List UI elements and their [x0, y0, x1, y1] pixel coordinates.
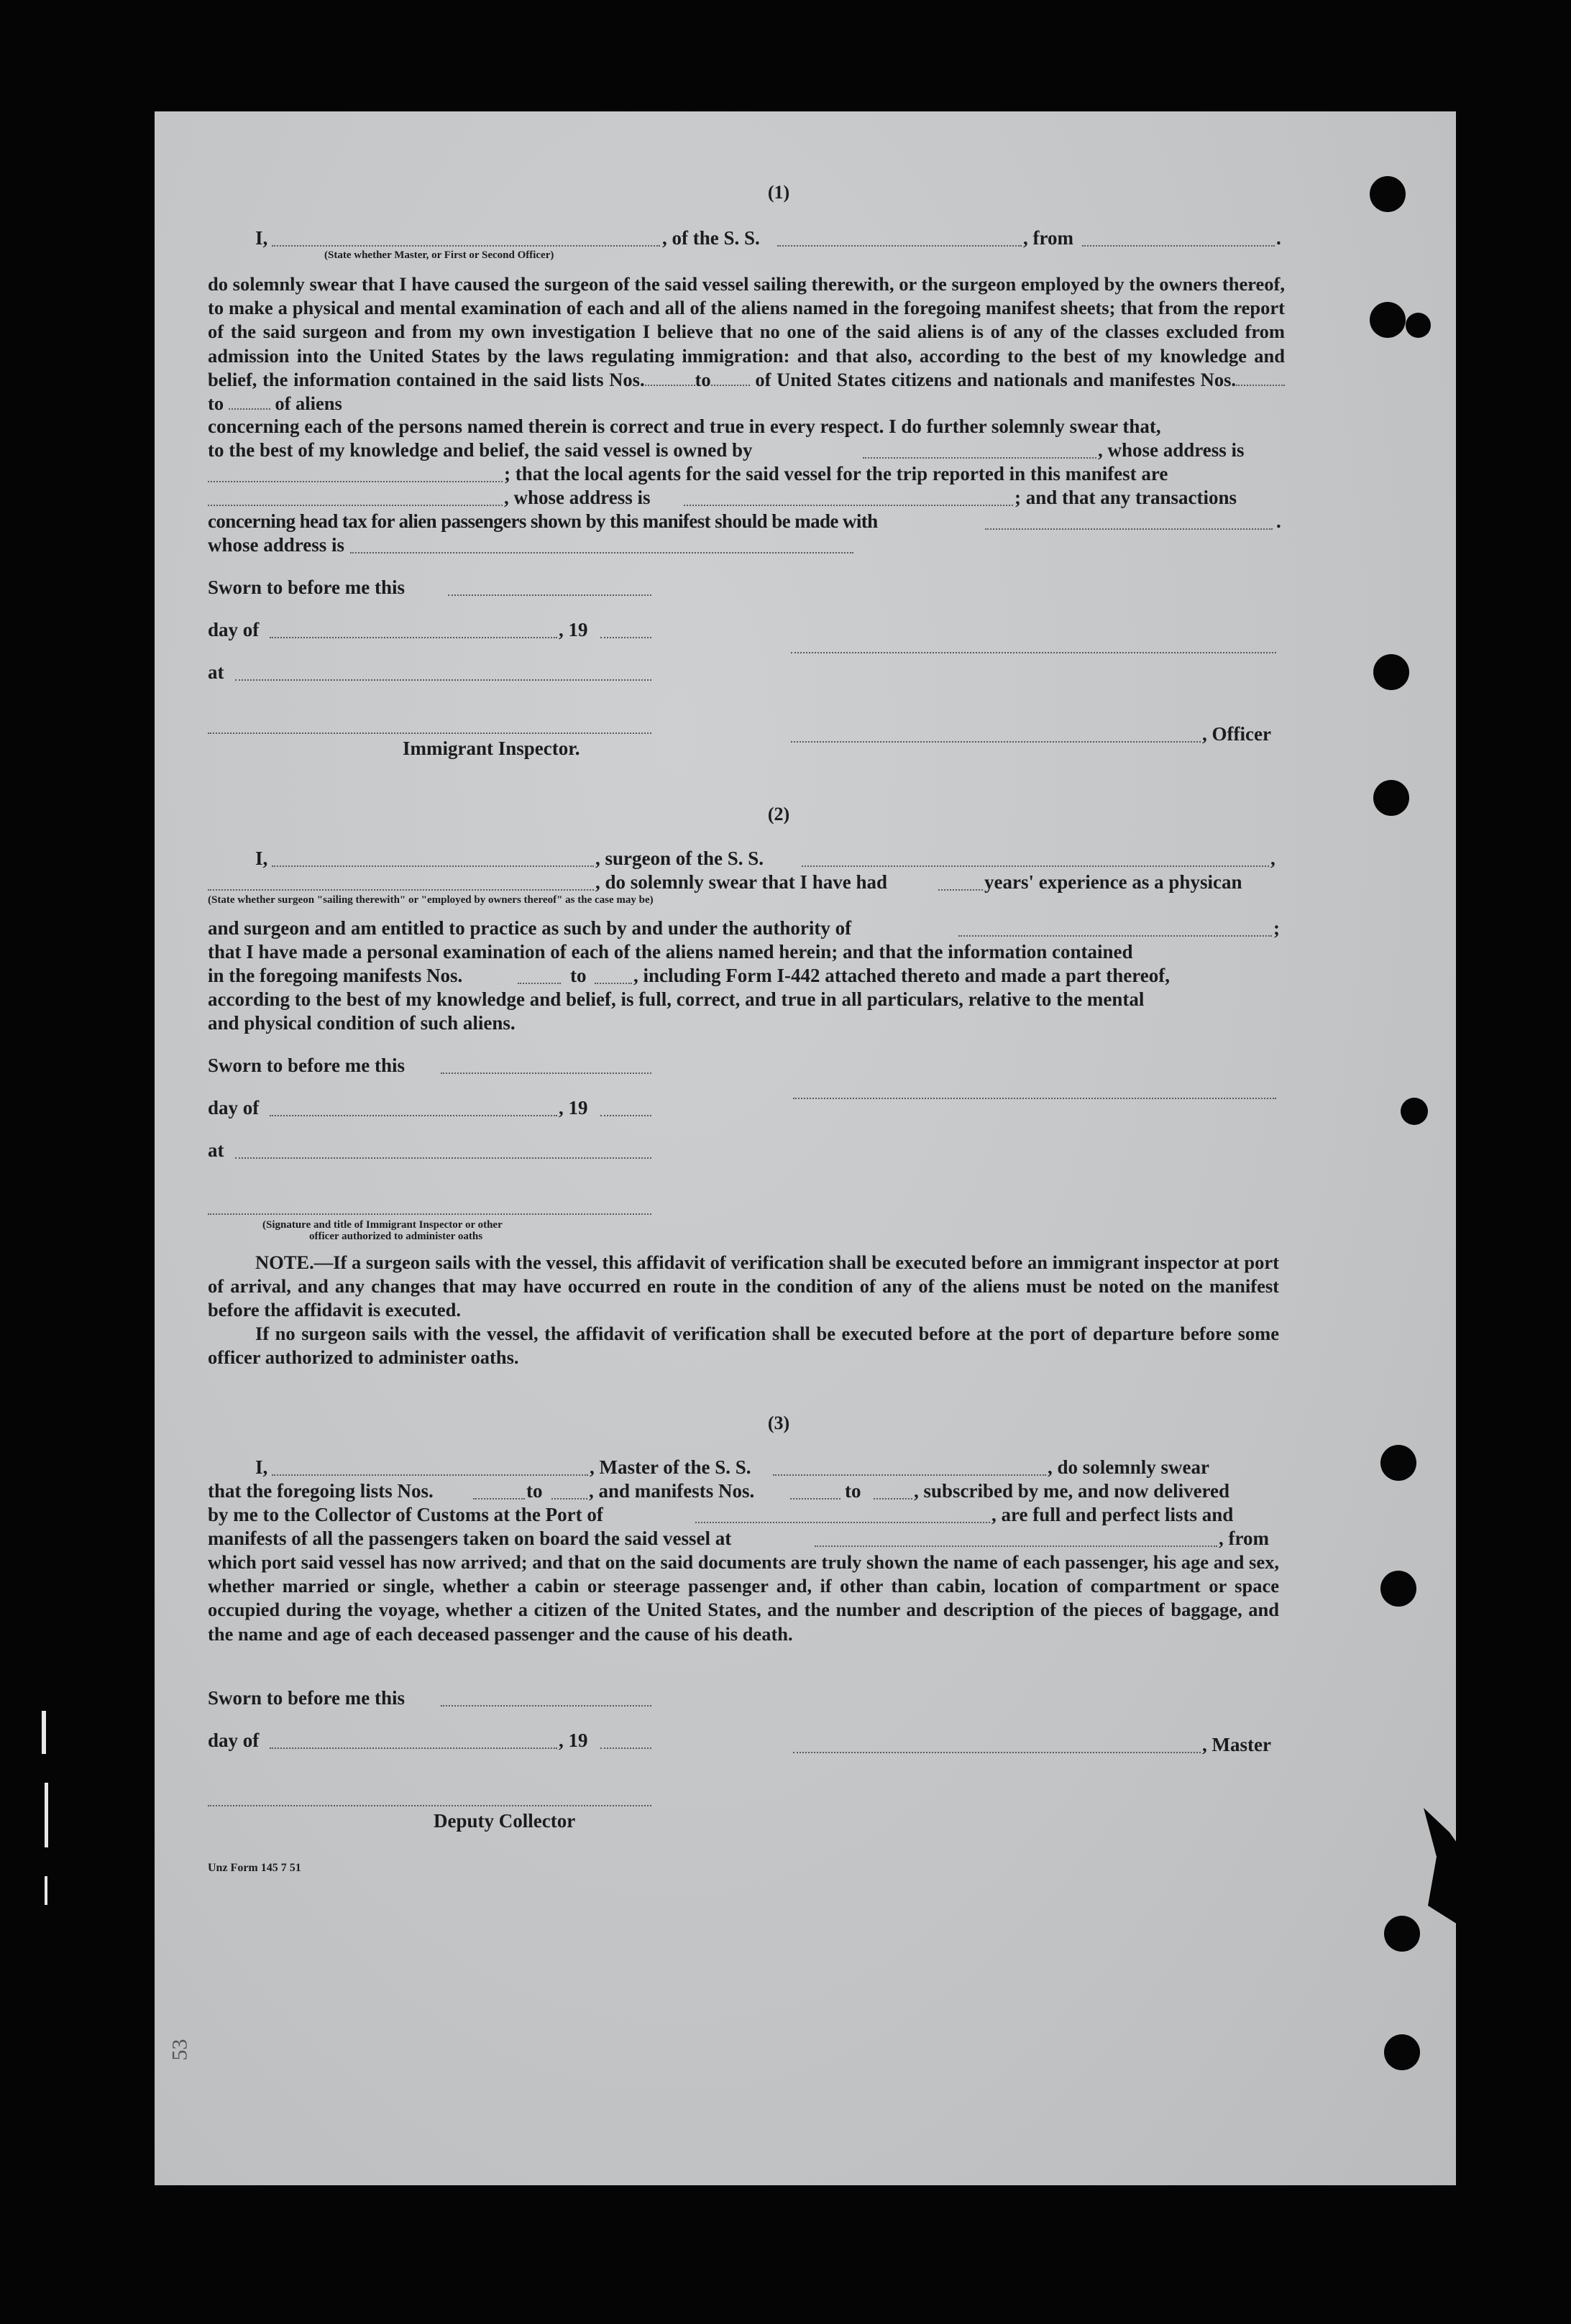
s1-local-agents-label: ; that the local agents for the said vessel for the trip reported in this manifest are — [504, 463, 1168, 484]
punch-hole-9 — [1384, 2034, 1420, 2070]
s1-whose-address-label: whose address is — [208, 534, 345, 556]
s2-do-solemnly-label: , do solemnly swear that I have had — [595, 871, 888, 893]
s1-lists-from-field[interactable] — [645, 385, 695, 386]
s3-master-label: , Master — [1202, 1734, 1271, 1755]
form-id: Unz Form 145 7 51 — [208, 1862, 301, 1874]
s2-semicolon: ; — [1273, 917, 1280, 939]
section-3-number: (3) — [767, 1413, 790, 1433]
s3-collector-label: by me to the Collector of Customs at the Port of — [208, 1504, 603, 1525]
s1-head-tax-field[interactable] — [985, 528, 1273, 530]
punch-hole-3 — [1373, 654, 1409, 690]
s1-inspector-signature-line[interactable] — [208, 732, 651, 734]
s3-i-label: I, — [255, 1456, 268, 1478]
s1-owner-field[interactable] — [863, 457, 1096, 459]
section-2-number: (2) — [767, 804, 790, 825]
punch-hole-1 — [1370, 176, 1406, 212]
left-edge-mark-2 — [45, 1783, 48, 1847]
document-page — [155, 111, 1456, 2185]
s3-port-field[interactable] — [695, 1522, 990, 1523]
s2-manifests-label: in the foregoing manifests Nos. — [208, 965, 463, 986]
s1-to-1: to — [695, 368, 711, 390]
s3-lists-label: that the foregoing lists Nos. — [208, 1480, 434, 1502]
s2-at-label: at — [208, 1139, 224, 1161]
s1-body-paragraph — [208, 272, 1285, 415]
s3-full-lists-label: , are full and perfect lists and — [991, 1504, 1234, 1525]
s2-surgeon-name-field[interactable] — [272, 865, 594, 867]
s1-manifests-from-field[interactable] — [1236, 385, 1285, 386]
s3-sworn-label: Sworn to before me this — [208, 1687, 405, 1709]
punch-hole-2 — [1370, 302, 1406, 338]
s1-owned-by-label: to the best of my knowledge and belief, the said vessel is owned by — [208, 439, 753, 461]
left-edge-mark-1 — [42, 1711, 46, 1754]
s2-to-label: to — [570, 965, 587, 986]
punch-hole-6 — [1380, 1445, 1416, 1481]
s1-of-aliens-text: of aliens — [275, 392, 342, 415]
s3-master-name-field[interactable] — [272, 1474, 588, 1476]
section-1-number: (1) — [767, 182, 790, 203]
s1-at-field[interactable] — [235, 679, 651, 681]
s2-surgeon-signature-line[interactable] — [793, 1098, 1276, 1099]
s1-of-the-ss-label: , of the S. S. — [662, 227, 760, 249]
s2-authority-field[interactable] — [958, 935, 1272, 937]
s3-do-swear-label: , do solemnly swear — [1048, 1456, 1209, 1478]
s1-us-citizens-text: of United States citizens and nationals and manifestes Nos. — [755, 368, 1237, 390]
punch-hole-5 — [1401, 1098, 1428, 1125]
s3-origin-port-field[interactable] — [815, 1545, 1217, 1547]
s1-year-label: , 19 — [559, 619, 588, 640]
margin-number: 53 — [168, 2039, 192, 2061]
s3-day-field[interactable] — [270, 1747, 557, 1749]
s2-note-1: NOTE.—If a surgeon sails with the vessel, this affidavit of verification shall be executed before an immigrant inspector at port of arrival, and any changes that may have occurred en route in the condition of any of the aliens must be noted on the manifest before the affidavit is executed. — [208, 1251, 1279, 1321]
s2-day-of-label: day of — [208, 1097, 260, 1119]
s2-line7: and physical condition of such aliens. — [208, 1012, 516, 1034]
s2-sig-note-2: officer authorized to administer oaths — [309, 1231, 483, 1242]
s1-head-tax-address-field[interactable] — [350, 552, 853, 554]
s2-years-field[interactable] — [938, 889, 983, 891]
s3-from-label: , from — [1219, 1528, 1269, 1549]
s2-at-field[interactable] — [235, 1157, 651, 1159]
s3-year-field[interactable] — [600, 1747, 651, 1749]
s1-vessel-field[interactable] — [777, 245, 1022, 247]
s1-officer-note: (State whether Master, or First or Second Officer) — [324, 249, 554, 261]
s2-note-2: If no surgeon sails with the vessel, the affidavit of verification shall be executed before at the port of departure before some officer authorized to administer oaths. — [208, 1323, 1279, 1369]
s1-period: . — [1276, 227, 1281, 249]
s1-from-label: , from — [1023, 227, 1073, 249]
s3-sworn-field[interactable] — [441, 1705, 651, 1707]
s1-year-field[interactable] — [600, 637, 651, 638]
s1-inspector-label: Immigrant Inspector. — [403, 738, 580, 759]
s1-at-label: at — [208, 661, 224, 683]
s1-sworn-field[interactable] — [448, 594, 651, 596]
s1-agents-address-field[interactable] — [684, 505, 1013, 506]
s2-manifest-from-field[interactable] — [518, 983, 561, 984]
s3-to-2: to — [845, 1480, 861, 1502]
s1-sworn-label: Sworn to before me this — [208, 577, 405, 598]
s3-manifests-to-field[interactable] — [874, 1498, 912, 1499]
s3-manifests-from-field[interactable] — [790, 1498, 841, 1499]
s2-officer-signature-line[interactable] — [208, 1213, 651, 1215]
s1-officer-name-line[interactable] — [791, 741, 1201, 743]
s2-line4: that I have made a personal examination of each of the aliens named herein; and that the information contained — [208, 941, 1133, 963]
s1-owner-address-field[interactable] — [208, 481, 503, 482]
s2-i-label: I, — [255, 848, 268, 869]
s2-day-field[interactable] — [270, 1115, 557, 1116]
s2-line6: according to the best of my knowledge and belief, is full, correct, and true in all particulars, relative to the mental — [208, 988, 1145, 1010]
s3-manifests-label: , and manifests Nos. — [589, 1480, 755, 1502]
s3-subscribed-label: , subscribed by me, and now delivered — [914, 1480, 1230, 1502]
s1-from-field[interactable] — [1082, 245, 1275, 247]
s2-surgeon-of-label: , surgeon of the S. S. — [595, 848, 764, 869]
s1-agents-address-label: , whose address is — [504, 487, 651, 508]
left-edge-mark-3 — [45, 1876, 47, 1905]
s1-to-2: to — [208, 392, 224, 415]
s3-deputy-label: Deputy Collector — [434, 1810, 576, 1832]
s1-day-field[interactable] — [270, 637, 557, 638]
s2-comma: , — [1270, 848, 1275, 869]
s2-surgeon-type-field[interactable] — [208, 889, 594, 891]
s1-officer-label: , Officer — [1202, 723, 1271, 745]
s3-year-label: , 19 — [559, 1730, 588, 1751]
s3-lists-from-field[interactable] — [473, 1498, 525, 1499]
s1-body-text: do solemnly swear that I have caused the surgeon of the said vessel sailing therewith, or the surgeon employed by the owners thereof, to make a physical and mental examination of each and all of the aliens named in the foregoing manifest sheets; that from the report of the said surgeon and from my own investigation I believe that no one of the said aliens is of any of the classes excluded from admission into the United States by the laws regulating immigration: and that also, according to the best of my knowledge and belief, the information contained in the said lists Nos. — [208, 273, 1285, 390]
s3-master-signature-line[interactable] — [793, 1752, 1201, 1753]
s3-body-paragraph: which port said vessel has now arrived; and that on the said documents are truly shown the name of each passenger, his age and sex, whether married or single, whether a cabin or steerage passenger and, if other than cabin, location of compartment or space occupied during the voyage, whether a citizen of the United States, and the number and description of the pieces of baggage, and the name and age of each deceased passenger and the cause of his death. — [208, 1551, 1279, 1645]
s1-officer-field[interactable] — [272, 245, 660, 247]
s2-years-experience-label: years' experience as a physican — [984, 871, 1242, 893]
punch-hole-4 — [1373, 780, 1409, 816]
punch-hole-7 — [1380, 1571, 1416, 1607]
punch-hole-8 — [1384, 1916, 1420, 1952]
s1-head-tax-label: concerning head tax for alien passengers shown by this manifest should be made with — [208, 510, 878, 532]
s1-manifests-to-field[interactable] — [229, 408, 270, 410]
s1-lists-to-field[interactable] — [711, 385, 750, 386]
s3-master-of-label: , Master of the S. S. — [590, 1456, 751, 1478]
s2-year-label: , 19 — [559, 1097, 588, 1119]
s2-year-field[interactable] — [600, 1115, 651, 1116]
s3-to-1: to — [526, 1480, 543, 1502]
s1-transactions-label: ; and that any transactions — [1014, 487, 1237, 508]
s3-vessel-field[interactable] — [773, 1474, 1046, 1476]
s2-sig-note-1: (Signature and title of Immigrant Inspector or other — [262, 1219, 503, 1231]
s1-line9: concerning each of the persons named therein is correct and true in every respect. I do further solemnly swear that, — [208, 415, 1161, 437]
s3-deputy-signature-line[interactable] — [208, 1805, 651, 1806]
s1-i-label: I, — [255, 227, 268, 249]
s1-agents-field[interactable] — [208, 505, 503, 506]
s3-taken-aboard-label: manifests of all the passengers taken on board the said vessel at — [208, 1528, 732, 1549]
punch-hole-2b — [1406, 313, 1431, 338]
s2-authority-label: and surgeon and am entitled to practice as such by and under the authority of — [208, 917, 852, 939]
s2-manifest-to-field[interactable] — [595, 983, 632, 984]
s1-day-of-label: day of — [208, 619, 260, 640]
s2-vessel-field[interactable] — [802, 865, 1269, 867]
s1-period-2: . — [1276, 510, 1281, 532]
s1-officer-signature-line[interactable] — [791, 652, 1276, 653]
s2-surgeon-note: (State whether surgeon "sailing therewith" or "employed by owners thereof" as the case may be) — [208, 894, 654, 906]
s2-form-i442-text: , including Form I-442 attached thereto and made a part thereof, — [633, 965, 1170, 986]
s2-sworn-field[interactable] — [441, 1073, 651, 1074]
s1-owner-address-label: , whose address is — [1098, 439, 1245, 461]
s2-sworn-label: Sworn to before me this — [208, 1055, 405, 1076]
s3-day-of-label: day of — [208, 1730, 260, 1751]
s3-lists-to-field[interactable] — [551, 1498, 587, 1499]
